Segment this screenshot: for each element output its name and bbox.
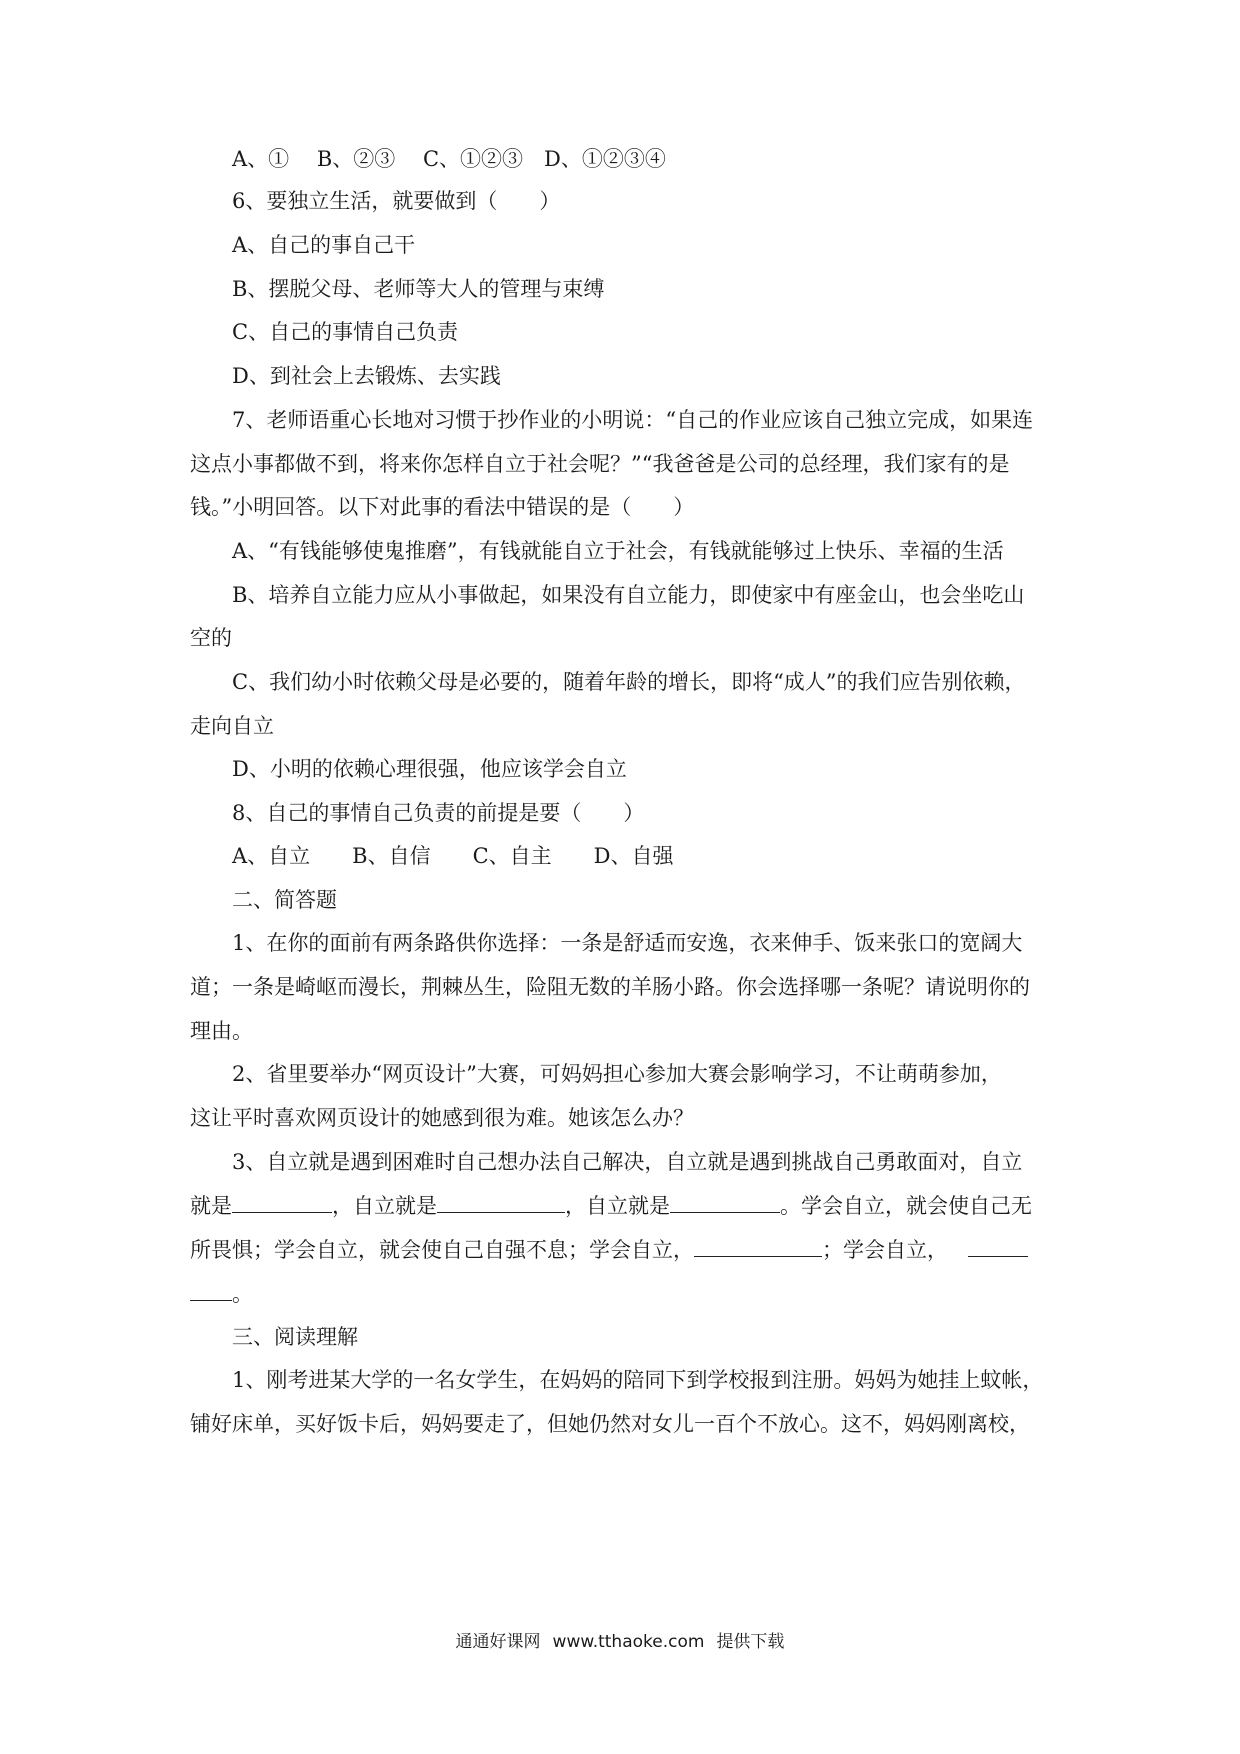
- s2-q3-text-a: 就是: [190, 1194, 232, 1218]
- footer-site-name: 通通好课网: [455, 1632, 541, 1652]
- q7-option-a: A、“有钱能够使鬼推磨”，有钱就能自立于社会，有钱就能够过上快乐、幸福的生活: [232, 539, 1004, 563]
- footer-url[interactable]: www.tthaoke.com: [552, 1632, 705, 1652]
- q7-option-d: D、小明的依赖心理很强，他应该学会自立: [232, 757, 627, 781]
- fill-blank-2[interactable]: [437, 1192, 565, 1213]
- q6-stem: 6、要独立生活，就要做到（ ）: [232, 189, 561, 213]
- s2-q3-text-b: ，自立就是: [332, 1194, 437, 1218]
- s2-q1-line-1: 1、在你的面前有两条路供你选择：一条是舒适而安逸，衣来伸手、饭来张口的宽阔大: [232, 931, 1023, 955]
- q7-stem-line-2: 这点小事都做不到，将来你怎样自立于社会呢？”“我爸爸是公司的总经理，我们家有的是: [190, 452, 1010, 476]
- footer-note: 提供下载: [716, 1632, 785, 1652]
- q7-option-b-line-2: 空的: [190, 626, 232, 650]
- section-2-title: 二、简答题: [232, 888, 337, 912]
- s2-q3-text-c: ，自立就是: [565, 1194, 670, 1218]
- q7-stem-line-3: 钱。”小明回答。以下对此事的看法中错误的是（ ）: [190, 495, 695, 519]
- s2-q2-line-1: 2、省里要举办“网页设计”大赛，可妈妈担心参加大赛会影响学习，不让萌萌参加，: [232, 1062, 1002, 1086]
- s2-q2-line-2: 这让平时喜欢网页设计的她感到很为难。她该怎么办？: [190, 1106, 694, 1130]
- s2-q3-line-2: [190, 1192, 1032, 1220]
- q6-option-b: B、摆脱父母、老师等大人的管理与束缚: [232, 277, 605, 301]
- fill-blank-5-cont[interactable]: [190, 1280, 232, 1301]
- s2-q3-text-f: ；学会自立，: [822, 1238, 948, 1262]
- q6-option-d: D、到社会上去锻炼、去实践: [232, 364, 501, 388]
- fill-blank-3[interactable]: [670, 1192, 780, 1213]
- s2-q1-line-2: 道；一条是崎岖而漫长，荆棘丛生，险阻无数的羊肠小路。你会选择哪一条呢？请说明你的: [190, 975, 1030, 999]
- q7-option-c-line-1: C、我们幼小时依赖父母是必要的，随着年龄的增长，即将“成人”的我们应告别依赖，: [232, 670, 1026, 694]
- q5-options: A、① B、②③ C、①②③ D、①②③④: [232, 147, 666, 171]
- fill-blank-5[interactable]: [968, 1236, 1028, 1257]
- q7-option-c-line-2: 走向自立: [190, 714, 274, 738]
- q6-option-a: A、自己的事自己干: [232, 233, 416, 257]
- s3-p1-line-2: 铺好床单，买好饭卡后，妈妈要走了，但她仍然对女儿一百个不放心。这不，妈妈刚离校，: [190, 1412, 1030, 1436]
- s2-q3-end: 。: [232, 1282, 253, 1306]
- s2-q3-text-e: 所畏惧；学会自立，就会使自己自强不息；学会自立，: [190, 1238, 694, 1262]
- page-footer: [0, 1630, 1240, 1654]
- q8-stem: 8、自己的事情自己负责的前提是要（ ）: [232, 801, 645, 825]
- q7-option-b-line-1: B、培养自立能力应从小事做起，如果没有自立能力，即使家中有座金山，也会坐吃山: [232, 583, 1025, 607]
- s2-q3-line-1: 3、自立就是遇到困难时自己想办法自己解决，自立就是遇到挑战自己勇敢面对，自立: [232, 1150, 1023, 1174]
- s2-q1-line-3: 理由。: [190, 1019, 253, 1043]
- fill-blank-1[interactable]: [232, 1192, 332, 1213]
- q6-option-c: C、自己的事情自己负责: [232, 320, 459, 344]
- s3-p1-line-1: 1、刚考进某大学的一名女学生，在妈妈的陪同下到学校报到注册。妈妈为她挂上蚊帐，: [232, 1368, 1044, 1392]
- s2-q3-line-4: [190, 1280, 253, 1308]
- fill-blank-4[interactable]: [694, 1236, 822, 1257]
- q7-stem-line-1: 7、老师语重心长地对习惯于抄作业的小明说：“自己的作业应该自己独立完成，如果连: [232, 408, 1034, 432]
- s2-q3-text-d: 。学会自立，就会使自己无: [780, 1194, 1032, 1218]
- s2-q3-line-3: [190, 1236, 1028, 1264]
- section-3-title: 三、阅读理解: [232, 1325, 358, 1349]
- q8-options: A、自立 B、自信 C、自主 D、自强: [232, 844, 674, 868]
